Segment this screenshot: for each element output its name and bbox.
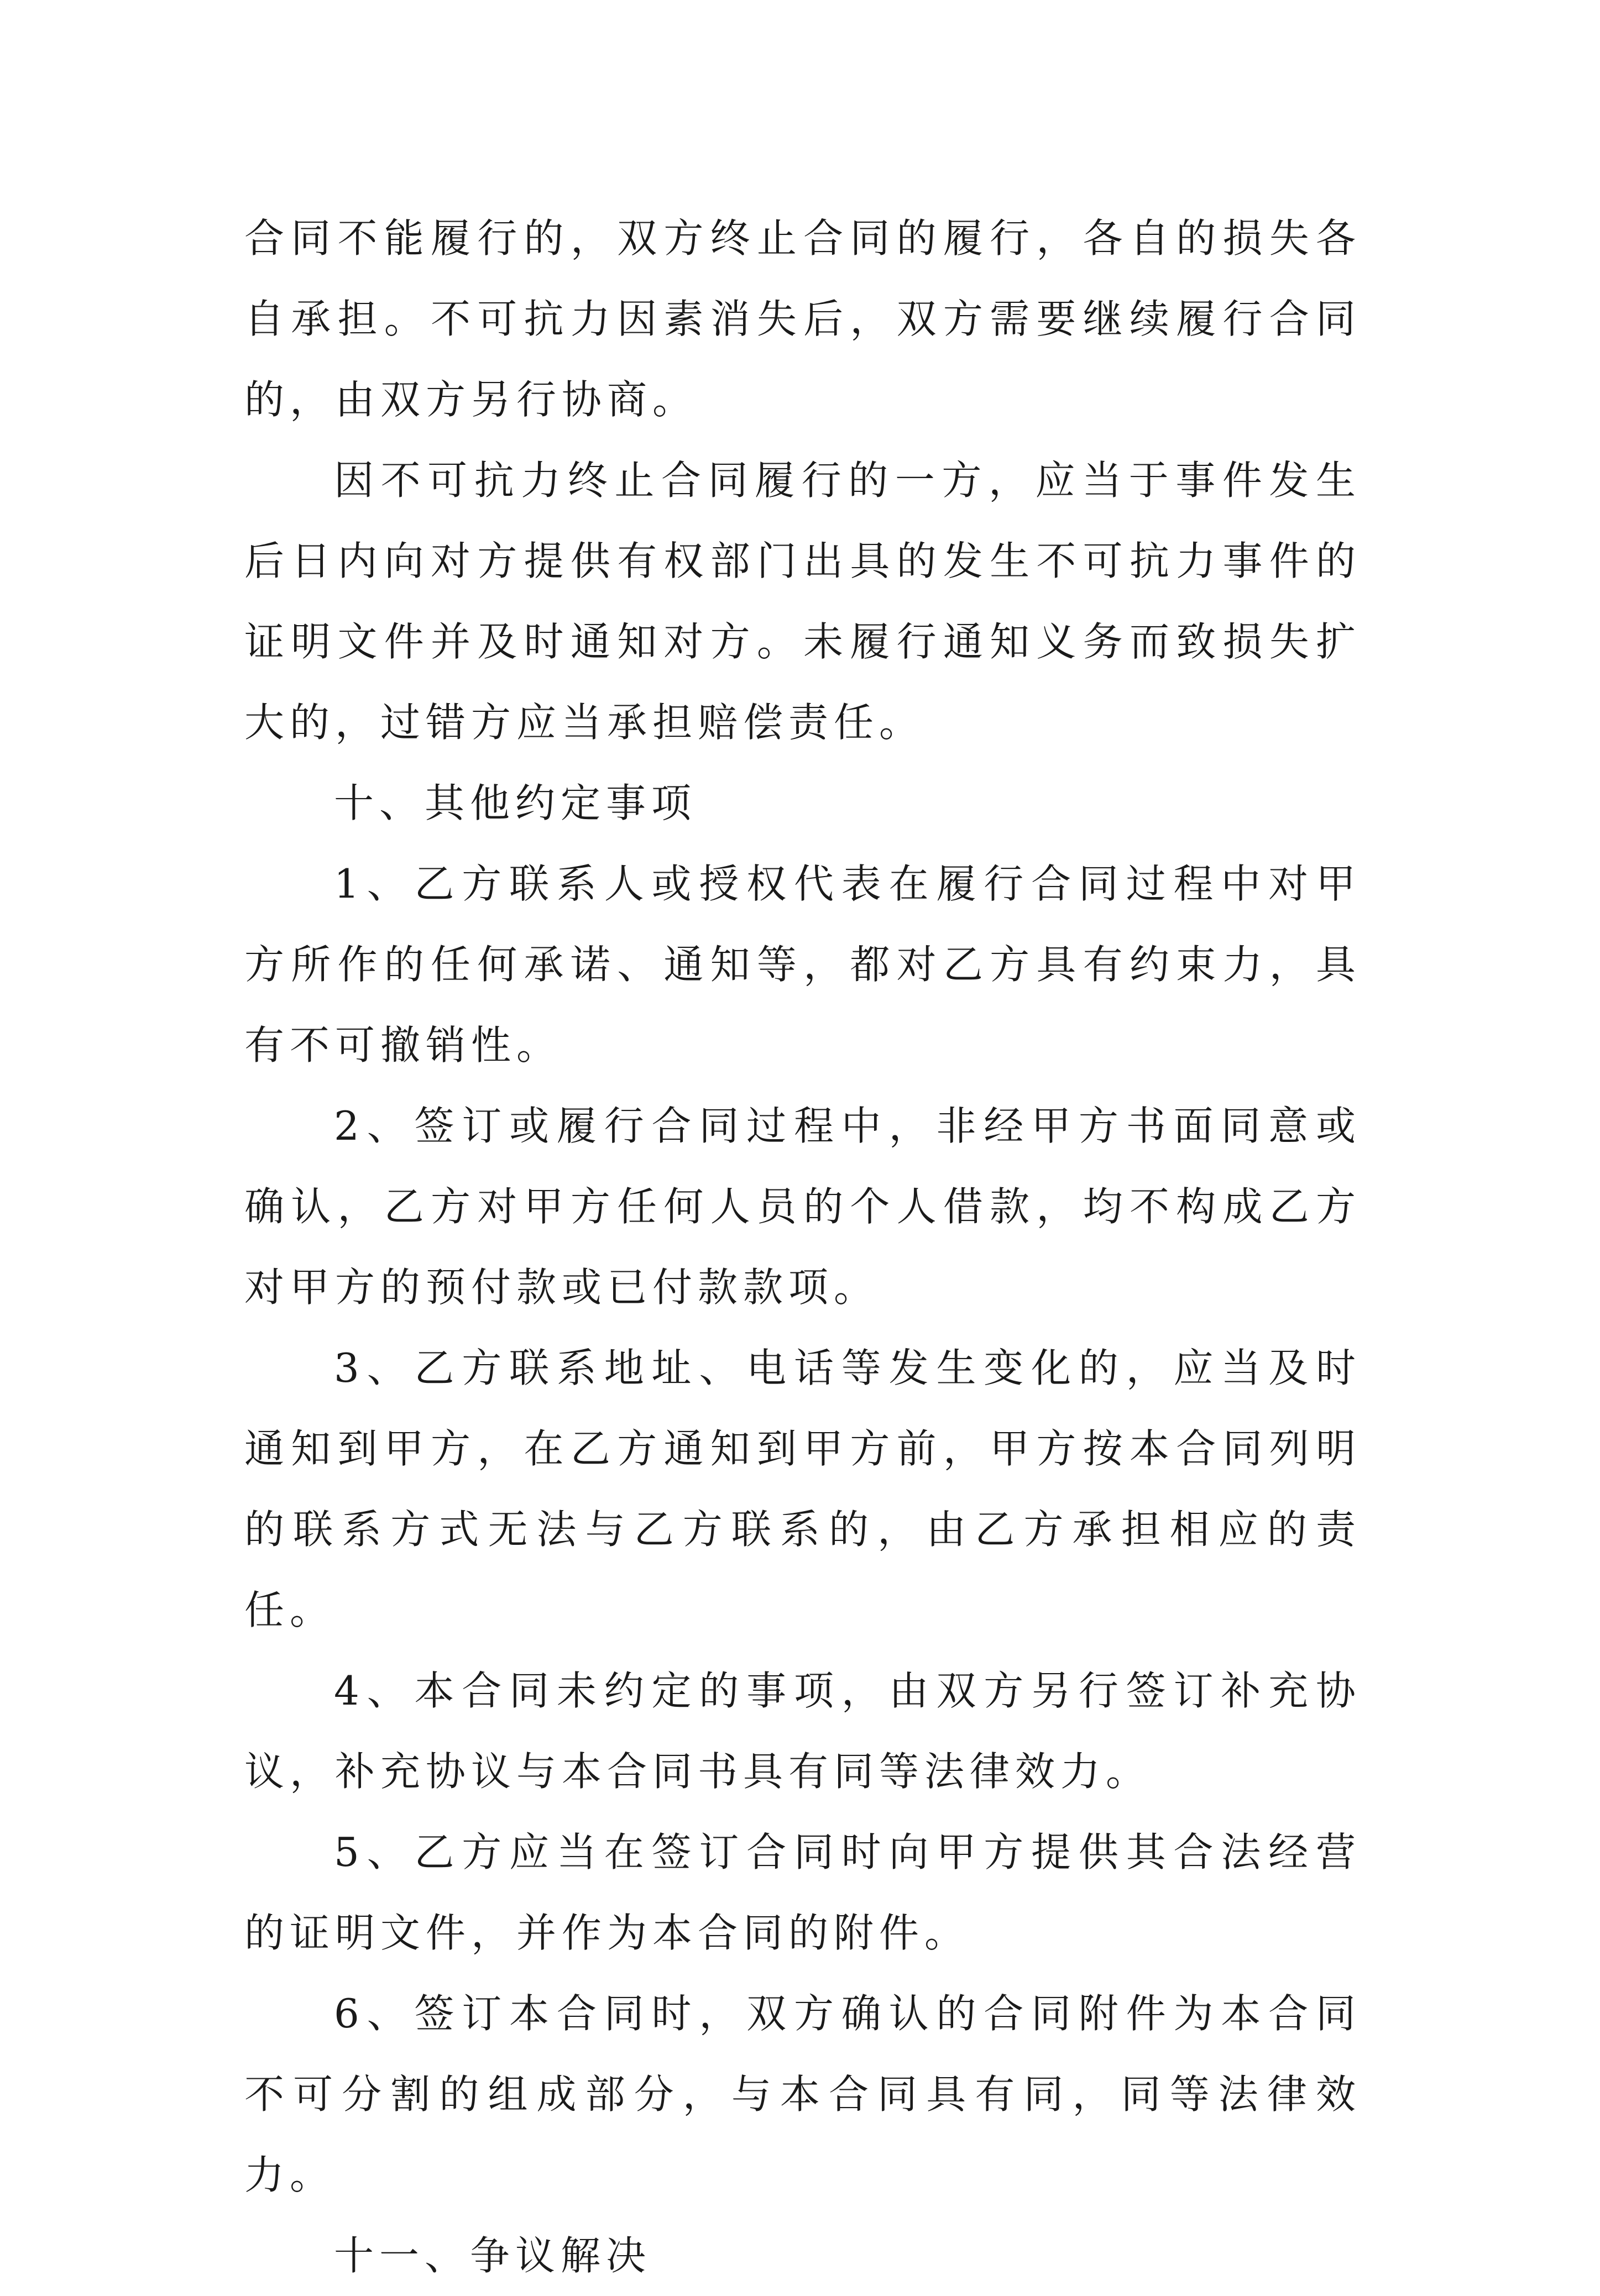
clause-6: 6、签订本合同时，双方确认的合同附件为本合同不可分割的组成部分，与本合同具有同，同等法律效力。 <box>244 1990 1361 2198</box>
clause-3: 3、乙方联系地址、电话等发生变化的，应当及时通知到甲方，在乙方通知到甲方前，甲方按本合同列明的联系方式无法与乙方联系的，由乙方承担相应的责任。 <box>244 1345 1361 1633</box>
paragraph-force-majeure-notice: 因不可抗力终止合同履行的一方，应当于事件发生后日内向对方提供有权部门出具的发生不可抗力事件的证明文件并及时通知对方。未履行通知义务而致损失扩大的，过错方应当承担赔偿责任。 <box>244 457 1361 746</box>
section-heading-dispute-resolution: 十一、争议解决 <box>334 2232 652 2279</box>
clause-1: 1、乙方联系人或授权代表在履行合同过程中对甲方所作的任何承诺、通知等，都对乙方具有约束力，具有不可撤销性。 <box>244 861 1361 1068</box>
document-body <box>244 198 1361 2296</box>
clause-5: 5、乙方应当在签订合同时向甲方提供其合法经营的证明文件，并作为本合同的附件。 <box>244 1829 1361 1956</box>
clause-4: 4、本合同未约定的事项，由双方另行签订补充协议，补充协议与本合同书具有同等法律效力。 <box>244 1668 1361 1795</box>
clause-2: 2、签订或履行合同过程中，非经甲方书面同意或确认，乙方对甲方任何人员的个人借款，均不构成乙方对甲方的预付款或已付款款项。 <box>244 1103 1361 1310</box>
paragraph-force-majeure-end: 合同不能履行的，双方终止合同的履行，各自的损失各自承担。不可抗力因素消失后，双方需要继续履行合同的，由双方另行协商。 <box>244 215 1361 423</box>
section-heading-other-terms: 十、其他约定事项 <box>334 780 697 826</box>
